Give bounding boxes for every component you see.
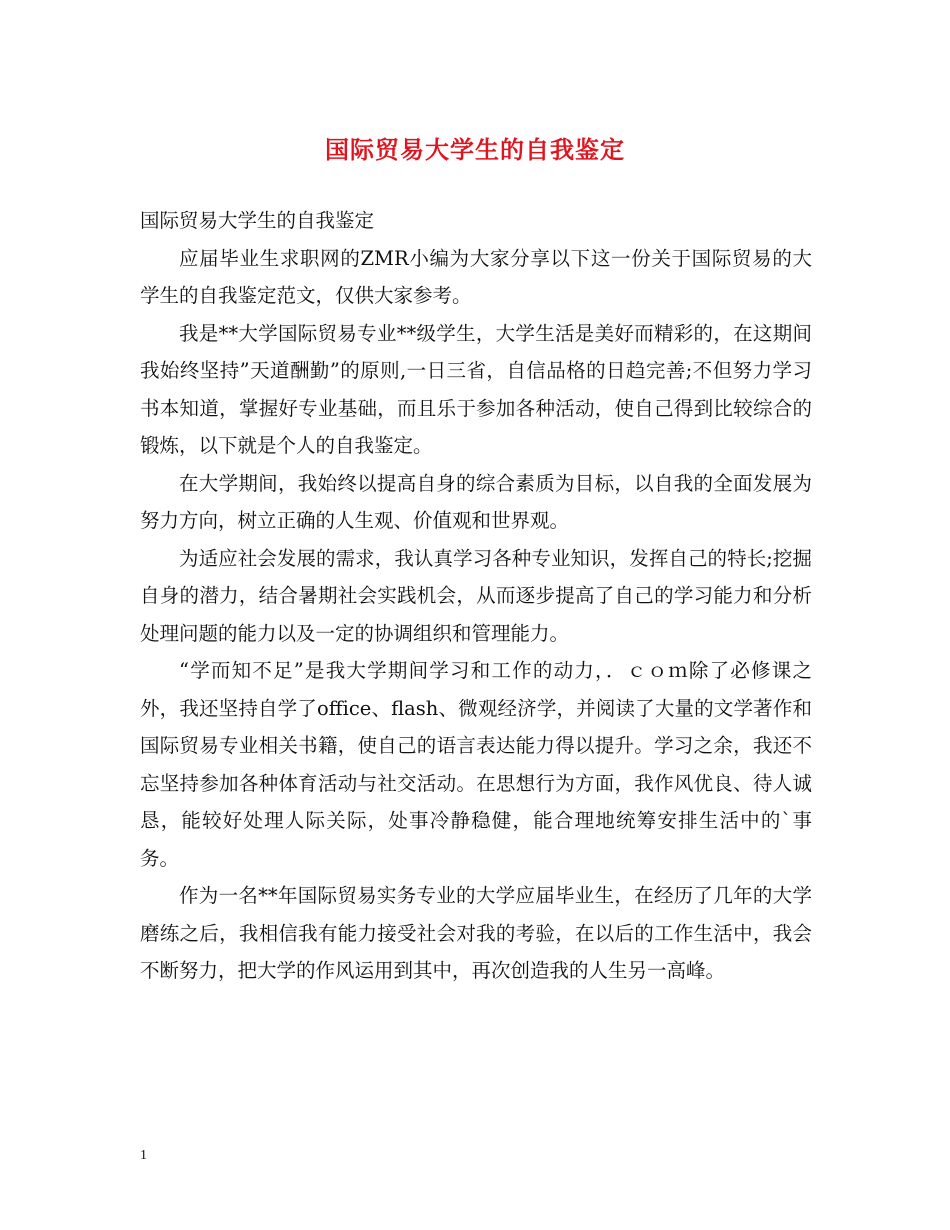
paragraph-intro: 应届毕业生求职网的ZMR小编为大家分享以下这一份关于国际贸易的大学生的自我鉴定范文，仅供大家参考。 bbox=[140, 246, 812, 307]
document-body bbox=[140, 202, 812, 990]
paragraph-conclusion: 作为一名**年国际贸易实务专业的大学应届毕业生，在经历了几年的大学磨练之后，我相信我有能力接受社会对我的考验，在以后的工作生活中，我会不断努力，把大学的作风运用到其中，再次创造我的人生另一高峰。 bbox=[140, 884, 812, 982]
document-subtitle: 国际贸易大学生的自我鉴定 bbox=[140, 209, 375, 232]
paragraph-self-introduction: 我是**大学国际贸易专业**级学生，大学生活是美好而精彩的，在这期间我始终坚持”天道酬勤”的原则,一日三省，自信品格的日趋完善;不但努力学习书本知道，掌握好专业基础，而且乐于参加各种活动，使自己得到比较综合的锻炼，以下就是个人的自我鉴定。 bbox=[140, 321, 812, 457]
paragraph-study-motivation: “学而知不足”是我大学期间学习和工作的动力，．ｃｏｍ除了必修课之外，我还坚持自学了office、flash、微观经济学，并阅读了大量的文学著作和国际贸易专业相关书籍，使自己的语言表达能力得以提升。学习之余，我还不忘坚持参加各种体育活动与社交活动。在思想行为方面，我作风优良、待人诚恳，能较好处理人际关际，处事冷静稳健，能合理地统筹安排生活中的`事务。 bbox=[140, 659, 812, 870]
document-title: 国际贸易大学生的自我鉴定 bbox=[325, 135, 625, 164]
paragraph-university-goals: 在大学期间，我始终以提高自身的综合素质为目标，以自我的全面发展为努力方向，树立正确的人生观、价值观和世界观。 bbox=[140, 471, 812, 532]
paragraph-abilities: 为适应社会发展的需求，我认真学习各种专业知识，发挥自己的特长;挖掘自身的潜力，结合暑期社会实践机会，从而逐步提高了自己的学习能力和分析处理问题的能力以及一定的协调组织和管理能力。 bbox=[140, 546, 812, 645]
page-number: 1 bbox=[140, 1148, 147, 1163]
